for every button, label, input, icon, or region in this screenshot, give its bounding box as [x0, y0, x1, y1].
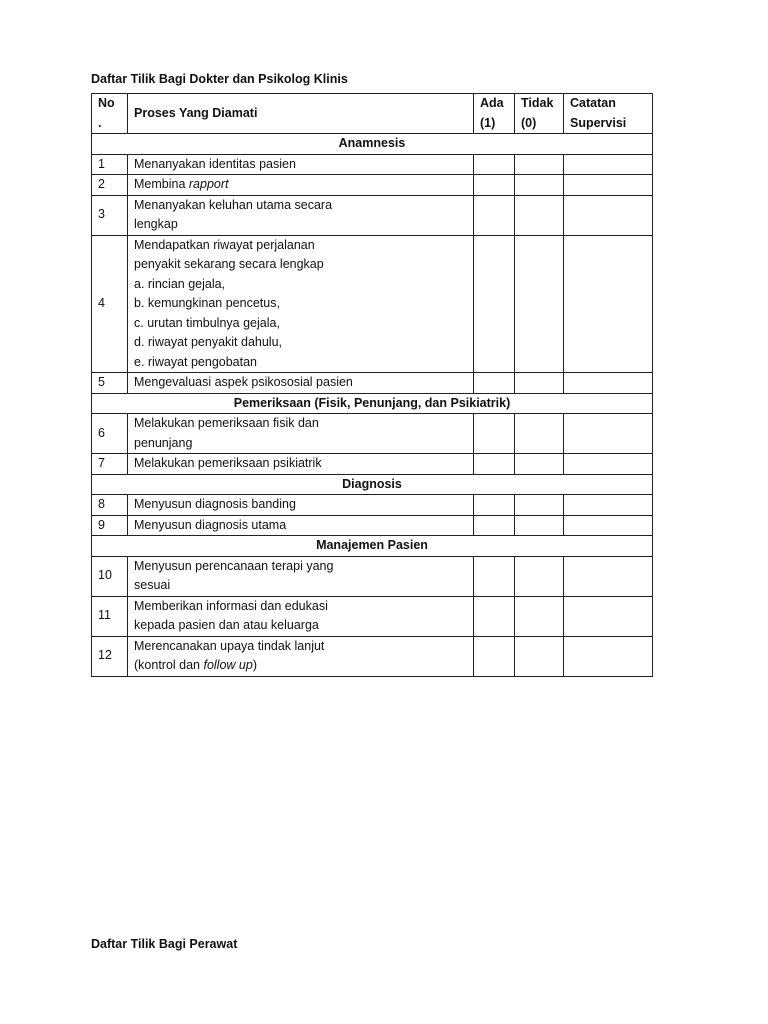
- process-text: ): [252, 658, 257, 672]
- section-row: [92, 536, 653, 557]
- row-number: 7: [92, 454, 128, 475]
- row-number: 10: [92, 556, 128, 596]
- process-text: Membina: [134, 177, 189, 191]
- row-number: 4: [92, 235, 128, 373]
- process-line: [134, 516, 473, 536]
- process-line: [134, 454, 473, 474]
- process-text: e. riwayat pengobatan: [134, 354, 258, 369]
- row-number: 5: [92, 373, 128, 394]
- catatan-cell[interactable]: [564, 154, 653, 175]
- row-number: 9: [92, 515, 128, 536]
- header-catatan: [564, 94, 653, 134]
- catatan-cell[interactable]: [564, 195, 653, 235]
- ada-cell[interactable]: [474, 373, 515, 394]
- row-number: 12: [92, 636, 128, 676]
- process-line: [134, 373, 473, 393]
- process-text: Menanyakan keluhan utama secara: [134, 197, 333, 212]
- tidak-cell[interactable]: [515, 195, 564, 235]
- table-row: [92, 515, 653, 536]
- process-text: kepada pasien dan atau keluarga: [134, 618, 319, 632]
- process-text: Menyusun diagnosis banding: [134, 497, 296, 511]
- process-line: [134, 175, 473, 195]
- checklist-body: [92, 134, 653, 677]
- section-row: [92, 134, 653, 155]
- process-line: [134, 434, 473, 454]
- section-title: Diagnosis: [92, 474, 653, 495]
- tidak-cell[interactable]: [515, 495, 564, 516]
- row-number: 6: [92, 414, 128, 454]
- catatan-cell[interactable]: [564, 414, 653, 454]
- process-cell: [128, 414, 474, 454]
- tidak-cell[interactable]: [515, 454, 564, 475]
- process-line: [134, 196, 473, 216]
- process-cell: [128, 195, 474, 235]
- second-title: Daftar Tilik Bagi Perawat: [91, 937, 238, 951]
- row-number: 3: [92, 195, 128, 235]
- process-line: [134, 275, 473, 295]
- process-cell: [128, 636, 474, 676]
- ada-cell[interactable]: [474, 636, 515, 676]
- row-number: 1: [92, 154, 128, 175]
- process-text: Menyusun perencanaan terapi yang: [134, 558, 334, 573]
- table-row: [92, 636, 653, 676]
- table-row: [92, 495, 653, 516]
- process-cell: [128, 495, 474, 516]
- header-catatan-line1: Catatan: [570, 96, 616, 110]
- ada-cell[interactable]: [474, 235, 515, 373]
- table-row: [92, 556, 653, 596]
- process-text: Melakukan pemeriksaan fisik dan: [134, 416, 319, 430]
- process-text: d. riwayat penyakit dahulu,: [134, 335, 283, 349]
- tidak-cell[interactable]: [515, 154, 564, 175]
- process-text: Melakukan pemeriksaan psikiatrik: [134, 456, 322, 470]
- tidak-cell[interactable]: [515, 373, 564, 394]
- tidak-cell[interactable]: [515, 235, 564, 373]
- header-tidak: [515, 94, 564, 134]
- process-text: (kontrol dan: [134, 658, 204, 672]
- tidak-cell[interactable]: [515, 556, 564, 596]
- process-line: [134, 236, 473, 256]
- header-tidak-line1: Tidak: [521, 96, 554, 110]
- catatan-cell[interactable]: [564, 515, 653, 536]
- row-number: 11: [92, 596, 128, 636]
- process-line: [134, 576, 473, 596]
- tidak-cell[interactable]: [515, 414, 564, 454]
- header-no-line2: .: [98, 115, 102, 130]
- table-row: [92, 373, 653, 394]
- section-title: Anamnesis: [92, 134, 653, 155]
- process-line: [134, 656, 473, 676]
- process-cell: [128, 596, 474, 636]
- process-text: Memberikan informasi dan edukasi: [134, 598, 328, 613]
- process-cell: [128, 235, 474, 373]
- process-line: [134, 495, 473, 515]
- ada-cell[interactable]: [474, 556, 515, 596]
- header-ada: [474, 94, 515, 134]
- process-line: [134, 557, 473, 577]
- process-text: sesuai: [134, 578, 171, 592]
- process-text: penyakit sekarang secara lengkap: [134, 257, 324, 271]
- header-catatan-line2: Supervisi: [570, 115, 627, 130]
- row-number: 2: [92, 175, 128, 196]
- header-ada-line2: (1): [480, 115, 496, 130]
- process-line: [134, 353, 473, 373]
- header-process: Proses Yang Diamati: [128, 94, 474, 134]
- tidak-cell[interactable]: [515, 596, 564, 636]
- ada-cell[interactable]: [474, 414, 515, 454]
- table-row: [92, 175, 653, 196]
- process-cell: [128, 515, 474, 536]
- process-line: [134, 314, 473, 334]
- header-tidak-line2: (0): [521, 115, 537, 130]
- process-cell: [128, 373, 474, 394]
- process-line: [134, 215, 473, 235]
- ada-cell[interactable]: [474, 175, 515, 196]
- process-text: a. rincian gejala,: [134, 276, 226, 291]
- section-title: Manajemen Pasien: [92, 536, 653, 557]
- ada-cell[interactable]: [474, 454, 515, 475]
- process-cell: [128, 556, 474, 596]
- ada-cell[interactable]: [474, 195, 515, 235]
- process-cell: [128, 154, 474, 175]
- row-number: 8: [92, 495, 128, 516]
- section-title: Pemeriksaan (Fisik, Penunjang, dan Psikiatrik): [92, 393, 653, 414]
- header-no: [92, 94, 128, 134]
- tidak-cell[interactable]: [515, 175, 564, 196]
- process-line: [134, 155, 473, 175]
- process-cell: [128, 454, 474, 475]
- process-text: Mendapatkan riwayat perjalanan: [134, 237, 315, 252]
- checklist-table: [91, 93, 653, 677]
- ada-cell[interactable]: [474, 495, 515, 516]
- process-text: b. kemungkinan pencetus,: [134, 296, 280, 310]
- catatan-cell[interactable]: [564, 454, 653, 475]
- process-text: penunjang: [134, 435, 193, 450]
- section-row: [92, 474, 653, 495]
- catatan-cell[interactable]: [564, 596, 653, 636]
- process-line: [134, 637, 473, 657]
- ada-cell[interactable]: [474, 515, 515, 536]
- process-line: [134, 597, 473, 617]
- table-row: [92, 454, 653, 475]
- process-line: [134, 294, 473, 314]
- table-header-row: [92, 94, 653, 134]
- header-no-line1: No: [98, 96, 115, 110]
- process-line: [134, 414, 473, 434]
- tidak-cell[interactable]: [515, 636, 564, 676]
- catatan-cell[interactable]: [564, 175, 653, 196]
- header-ada-line1: Ada: [480, 96, 504, 110]
- catatan-cell[interactable]: [564, 636, 653, 676]
- ada-cell[interactable]: [474, 154, 515, 175]
- table-row: [92, 235, 653, 373]
- document-title: Daftar Tilik Bagi Dokter dan Psikolog Klinis: [91, 72, 348, 86]
- tidak-cell[interactable]: [515, 515, 564, 536]
- section-row: [92, 393, 653, 414]
- process-line: [134, 255, 473, 275]
- catatan-cell[interactable]: [564, 556, 653, 596]
- process-text: Mengevaluasi aspek psikososial pasien: [134, 375, 353, 389]
- catatan-cell[interactable]: [564, 495, 653, 516]
- catatan-cell[interactable]: [564, 373, 653, 394]
- catatan-cell[interactable]: [564, 235, 653, 373]
- table-row: [92, 154, 653, 175]
- process-text: Menyusun diagnosis utama: [134, 517, 287, 532]
- ada-cell[interactable]: [474, 596, 515, 636]
- table-row: [92, 596, 653, 636]
- process-line: [134, 616, 473, 636]
- table-row: [92, 195, 653, 235]
- process-text: Merencanakan upaya tindak lanjut: [134, 638, 325, 653]
- table-row: [92, 414, 653, 454]
- process-text: c. urutan timbulnya gejala,: [134, 315, 280, 330]
- process-text: Menanyakan identitas pasien: [134, 156, 296, 171]
- process-line: [134, 333, 473, 353]
- process-cell: [128, 175, 474, 196]
- process-text: lengkap: [134, 217, 178, 231]
- process-text-italic: follow up: [203, 658, 253, 672]
- process-text-italic: rapport: [188, 177, 229, 191]
